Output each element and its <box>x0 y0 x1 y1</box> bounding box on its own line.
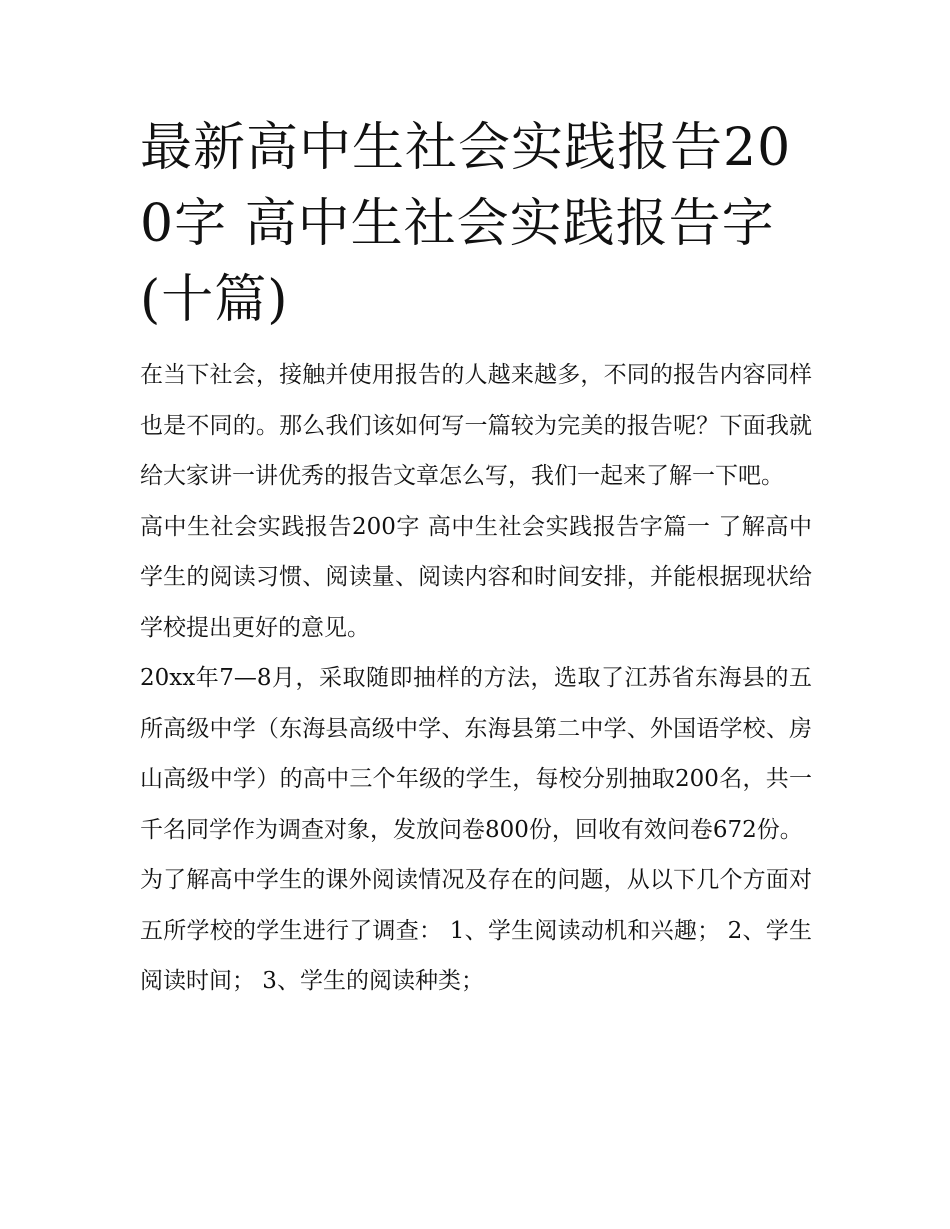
paragraph-report-purpose: 高中生社会实践报告200字 高中生社会实践报告字篇一 了解高中学生的阅读习惯、阅读量、阅读内容和时间安排，并能根据现状给学校提出更好的意见。 <box>140 513 812 641</box>
paragraph-survey-method: 20xx年7—8月，采取随即抽样的方法，选取了江苏省东海县的五所高级中学（东海县高级中学、东海县第二中学、外国语学校、房山高级中学）的高中三个年级的学生，每校分别抽取200名，共一千名同学作为调查对象，发放问卷800份，回收有效问卷672份。 <box>140 665 812 843</box>
document-body <box>140 110 812 1007</box>
document-title: 最新高中生社会实践报告200字 高中生社会实践报告字(十篇) <box>140 118 792 330</box>
paragraph-survey-aspects: 为了解高中学生的课外阅读情况及存在的问题，从以下几个方面对五所学校的学生进行了调查： 1、学生阅读动机和兴趣； 2、学生阅读时间； 3、学生的阅读种类； <box>140 867 812 994</box>
paragraph-intro: 在当下社会，接触并使用报告的人越来越多，不同的报告内容同样也是不同的。那么我们该如何写一篇较为完美的报告呢？下面我就给大家讲一讲优秀的报告文章怎么写，我们一起来了解一下吧。 <box>140 362 812 489</box>
